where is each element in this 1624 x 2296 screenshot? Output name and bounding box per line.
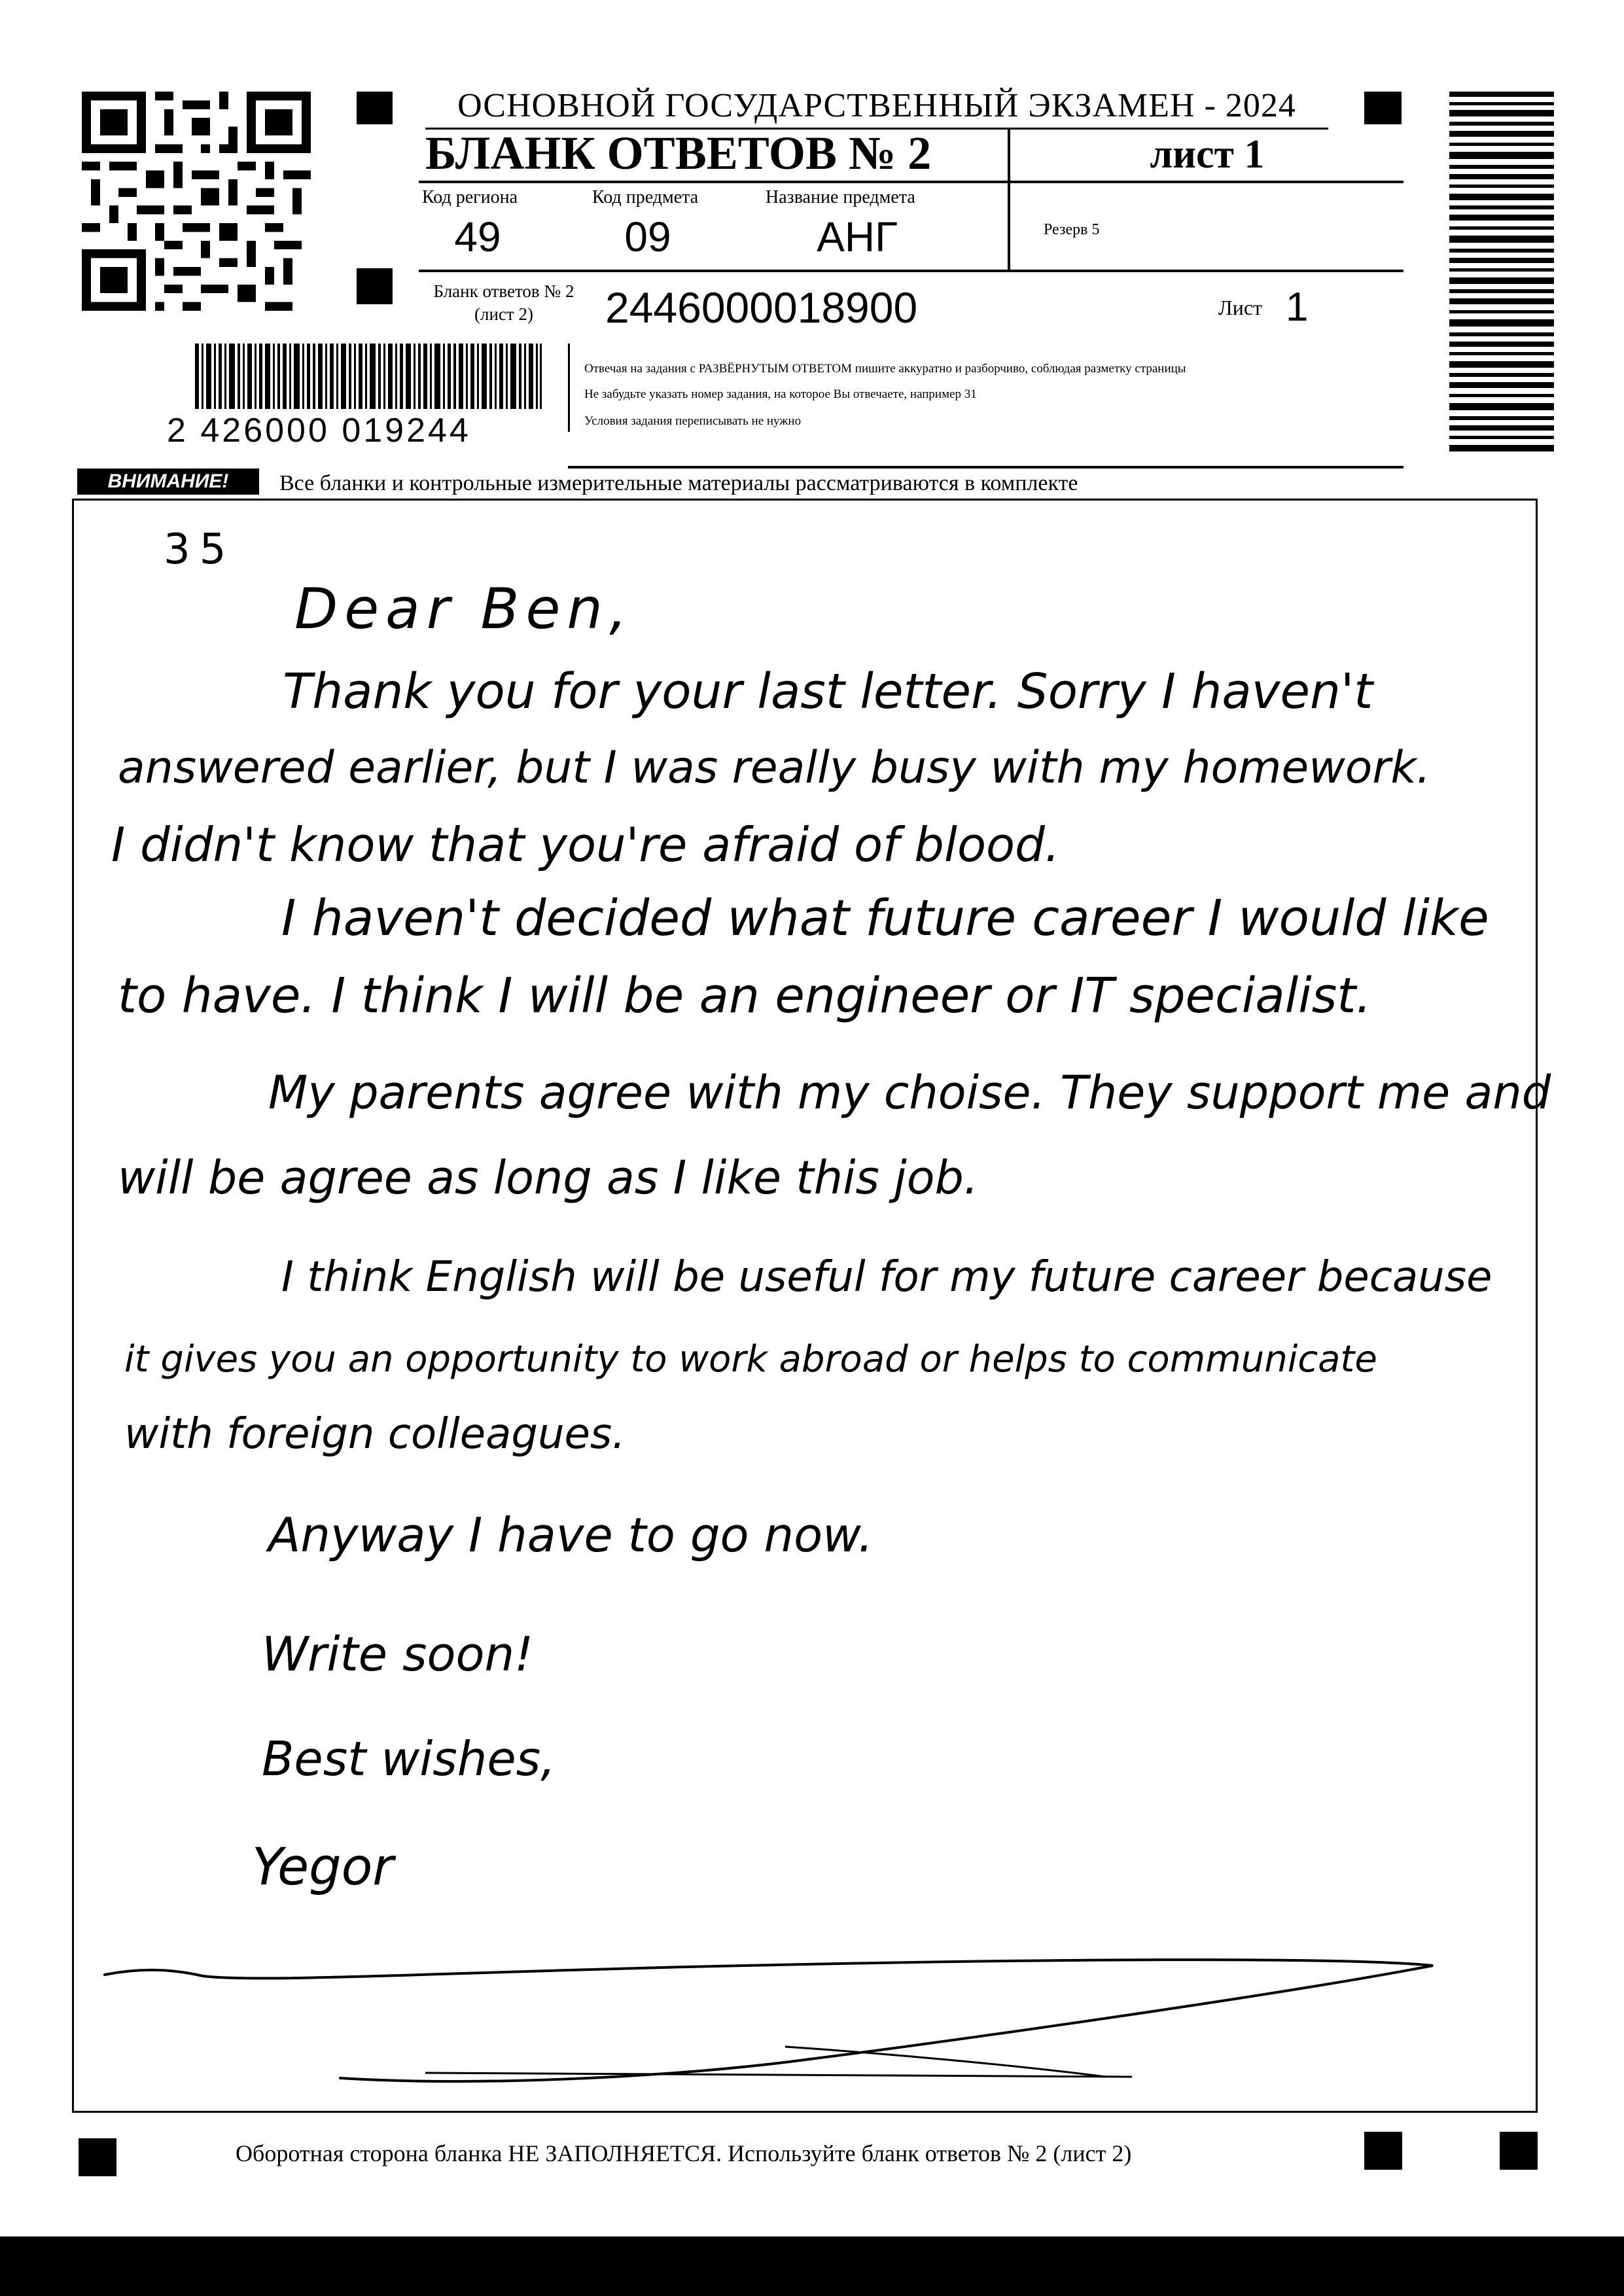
- strikeout-mark: [98, 1950, 1459, 2100]
- answer-line: Anyway I have to go now.: [268, 1508, 874, 1563]
- answer-line: Dear Ben,: [294, 576, 634, 642]
- form-barcode: [195, 344, 542, 409]
- answer-line: to have. I think I will be an engineer or IT specialist.: [118, 968, 1371, 1024]
- divider: [419, 270, 1403, 272]
- subject-name-value: АНГ: [817, 213, 898, 260]
- exam-title: ОСНОВНОЙ ГОСУДАРСТВЕННЫЙ ЭКЗАМЕН - 2024: [457, 87, 1296, 124]
- reserve-label: Резерв 5: [1044, 221, 1100, 238]
- answer-line: answered earlier, but I was really busy with my homework.: [118, 742, 1431, 794]
- sheet-label: Лист: [1218, 296, 1263, 319]
- sheet-title: лист 1: [1150, 132, 1265, 177]
- registration-mark: [1364, 92, 1402, 124]
- registration-mark: [357, 92, 393, 124]
- footer-note: Оборотная сторона бланка НЕ ЗАПОЛНЯЕТСЯ. Используйте бланк ответов № 2 (лист 2): [236, 2140, 1132, 2166]
- subject-name-label: Название предмета: [766, 187, 915, 207]
- answer-line: I think English will be useful for my future career because: [281, 1253, 1492, 1301]
- divider: [1008, 128, 1010, 272]
- answer-line: it gives you an opportunity to work abroad or helps to communicate: [124, 1338, 1377, 1381]
- answer-line: Yegor: [252, 1838, 394, 1897]
- form-ref-value: 2446000018900: [605, 283, 918, 332]
- warning-badge: ВНИМАНИЕ!: [77, 468, 259, 495]
- divider: [419, 181, 1403, 183]
- answer-line: I didn't know that you're afraid of blood.: [111, 817, 1060, 872]
- task-number: 35: [164, 525, 236, 574]
- form-title: БЛАНК ОТВЕТОВ № 2: [425, 127, 932, 179]
- answer-line: Best wishes,: [262, 1731, 556, 1786]
- scan-edge: [0, 2236, 1624, 2296]
- registration-mark: [79, 2138, 116, 2176]
- registration-mark: [1500, 2132, 1538, 2170]
- instruction-line-1: Отвечая на задания с РАЗВЁРНУТЫМ ОТВЕТОМ пишите аккуратно и разборчиво, соблюдая разметку страницы: [584, 362, 1186, 376]
- subject-code-value: 09: [624, 213, 671, 260]
- form-ref-label-line2: (лист 2): [474, 304, 533, 324]
- answer-line: Thank you for your last letter. Sorry I haven't: [283, 663, 1373, 720]
- answer-line: Write soon!: [262, 1627, 534, 1682]
- registration-mark: [357, 268, 393, 304]
- answer-line: I haven't decided what future career I would like: [281, 889, 1489, 947]
- region-label: Код региона: [422, 187, 518, 207]
- sheet-value: 1: [1286, 285, 1309, 330]
- side-barcode: [1449, 92, 1554, 455]
- instruction-line-2: Не забудьте указать номер задания, на которое Вы отвечаете, например 31: [584, 387, 977, 401]
- registration-mark: [1364, 2132, 1402, 2170]
- barcode-number: 2 426000 019244: [167, 412, 471, 450]
- answer-line: with foreign colleagues.: [124, 1410, 626, 1458]
- answer-line: will be agree as long as I like this job.: [118, 1151, 979, 1205]
- answer-line: My parents agree with my choise. They support me and: [268, 1066, 1551, 1120]
- form-ref-label-line1: Бланк ответов № 2: [433, 281, 574, 301]
- divider: [568, 466, 1403, 468]
- warning-text: Все бланки и контрольные измерительные материалы рассматриваются в комплекте: [279, 471, 1078, 495]
- divider: [568, 344, 570, 432]
- qr-code: [82, 92, 311, 311]
- region-value: 49: [454, 213, 501, 260]
- subject-code-label: Код предмета: [592, 187, 699, 207]
- instruction-line-3: Условия задания переписывать не нужно: [584, 414, 802, 428]
